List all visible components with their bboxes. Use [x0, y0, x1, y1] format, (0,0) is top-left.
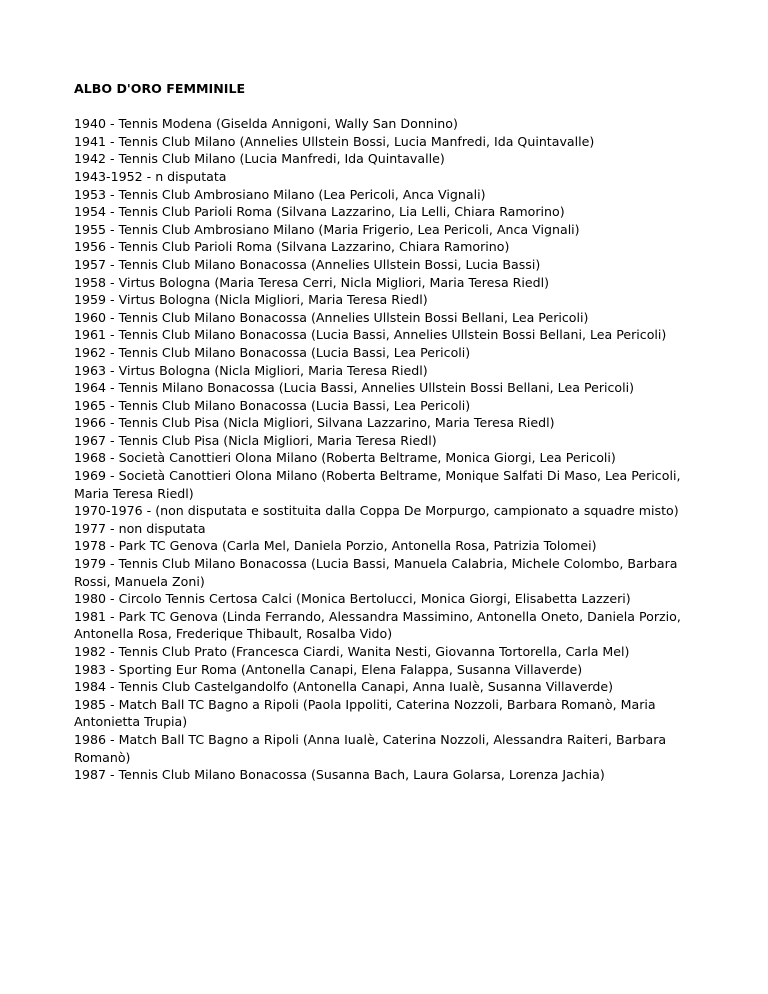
list-item: 1956 - Tennis Club Parioli Roma (Silvana Lazzarino, Chiara Ramorino) [74, 239, 510, 255]
list-item: 1980 - Circolo Tennis Certosa Calci (Monica Bertolucci, Monica Giorgi, Elisabetta Lazzeri) [74, 591, 631, 607]
list-item: 1942 - Tennis Club Milano (Lucia Manfredi, Ida Quintavalle) [74, 151, 445, 167]
list-item: 1940 - Tennis Modena (Giselda Annigoni, Wally San Donnino) [74, 116, 458, 132]
list-item: 1979 - Tennis Club Milano Bonacossa (Lucia Bassi, Manuela Calabria, Michele Colombo, Barbara Rossi, Manuela Zoni) [74, 556, 678, 589]
list-item: 1981 - Park TC Genova (Linda Ferrando, Alessandra Massimino, Antonella Oneto, Daniela Porzio, Antonella Rosa, Frederique Thibault, Rosalba Vido) [74, 608, 681, 642]
list-item: 1955 - Tennis Club Ambrosiano Milano (Maria Frigerio, Lea Pericoli, Anca Vignali) [74, 221, 580, 237]
list-item: 1954 - Tennis Club Parioli Roma (Silvana Lazzarino, Lia Lelli, Chiara Ramorino) [74, 204, 565, 220]
document-title: ALBO D'ORO FEMMINILE [74, 81, 246, 96]
list-item: 1964 - Tennis Milano Bonacossa (Lucia Bassi, Annelies Ullstein Bossi Bellani, Lea Pericoli) [74, 380, 635, 396]
list-item: 1978 - Park TC Genova (Carla Mel, Daniela Porzio, Antonella Rosa, Patrizia Tolomei) [74, 538, 597, 554]
list-item: 1968 - Società Canottieri Olona Milano (Roberta Beltrame, Monica Giorgi, Lea Pericoli) [74, 450, 616, 466]
list-item: 1984 - Tennis Club Castelgandolfo (Antonella Canapi, Anna Iualè, Susanna Villaverde) [74, 679, 614, 695]
list-item: 1970-1976 - (non disputata e sostituita dalla Coppa De Morpurgo, campionato a squadre misto) [74, 503, 679, 519]
list-item: 1969 - Società Canottieri Olona Milano (Roberta Beltrame, Monique Salfati Di Maso, Lea Pericoli, Maria Teresa Riedl) [74, 468, 681, 501]
list-item: 1961 - Tennis Club Milano Bonacossa (Lucia Bassi, Annelies Ullstein Bossi Bellani, Lea Pericoli) [74, 327, 667, 343]
list-item: 1985 - Match Ball TC Bagno a Ripoli (Paola Ippoliti, Caterina Nozzoli, Barbara Romanò, Maria Antonietta Trupia) [74, 696, 656, 730]
list-item: 1982 - Tennis Club Prato (Francesca Ciardi, Wanita Nesti, Giovanna Tortorella, Carla Mel) [74, 644, 630, 659]
list-item: 1963 - Virtus Bologna (Nicla Migliori, Maria Teresa Riedl) [74, 362, 428, 378]
list-item: 1958 - Virtus Bologna (Maria Teresa Cerri, Nicla Migliori, Maria Teresa Riedl) [74, 274, 550, 290]
list-item: 1957 - Tennis Club Milano Bonacossa (Annelies Ullstein Bossi, Lucia Bassi) [74, 256, 541, 272]
list-item: 1977 - non disputata [74, 520, 206, 536]
list-item: 1962 - Tennis Club Milano Bonacossa (Lucia Bassi, Lea Pericoli) [74, 344, 471, 360]
list-item: 1983 - Sporting Eur Roma (Antonella Canapi, Elena Falappa, Susanna Villaverde) [74, 661, 583, 677]
list-item: 1941 - Tennis Club Milano (Annelies Ullstein Bossi, Lucia Manfredi, Ida Quintavalle) [74, 133, 595, 149]
list-item: 1967 - Tennis Club Pisa (Nicla Migliori, Maria Teresa Riedl) [74, 432, 437, 448]
list-item: 1986 - Match Ball TC Bagno a Ripoli (Anna Iualè, Caterina Nozzoli, Alessandra Raiteri, Barbara Romanò) [74, 731, 667, 765]
list-item: 1966 - Tennis Club Pisa (Nicla Migliori, Silvana Lazzarino, Maria Teresa Riedl) [74, 415, 555, 431]
document-page [74, 80, 714, 784]
list-item: 1965 - Tennis Club Milano Bonacossa (Lucia Bassi, Lea Pericoli) [74, 397, 471, 413]
list-item: 1943-1952 - n disputata [74, 168, 227, 184]
list-item: 1953 - Tennis Club Ambrosiano Milano (Lea Pericoli, Anca Vignali) [74, 186, 486, 202]
list-item: 1987 - Tennis Club Milano Bonacossa (Susanna Bach, Laura Golarsa, Lorenza Jachia) [74, 767, 605, 783]
entries-list [74, 115, 714, 784]
list-item: 1960 - Tennis Club Milano Bonacossa (Annelies Ullstein Bossi Bellani, Lea Pericoli) [74, 309, 589, 325]
list-item: 1959 - Virtus Bologna (Nicla Migliori, Maria Teresa Riedl) [74, 292, 428, 308]
